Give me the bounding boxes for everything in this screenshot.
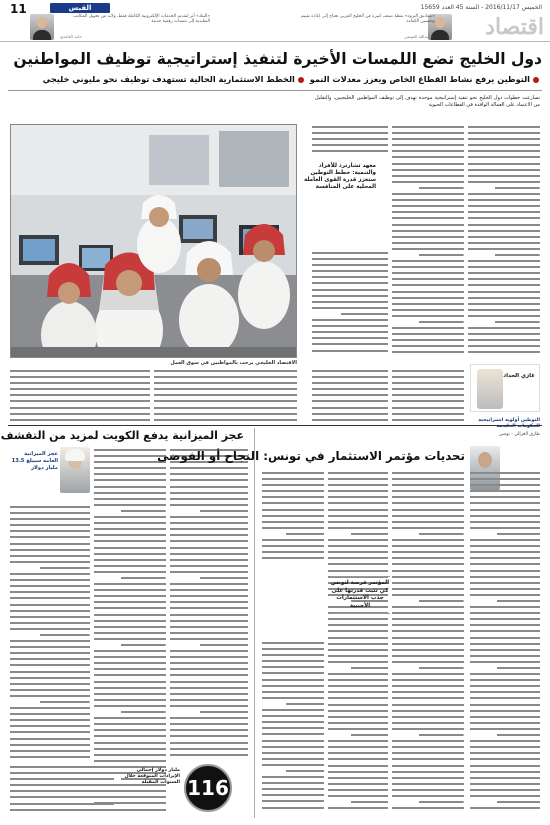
kuwait-person-caption: عجز الميزانية العامة سيبلغ 13.5 مليار دولار [11, 451, 58, 471]
kuwait-headline[interactable]: عجز الميزانية يدفع الكويت لمزيد من التقشف [0, 429, 244, 442]
body-column-2b [392, 368, 464, 424]
pullquote-rule [330, 576, 390, 577]
tunisia-byline: طارق الغزالي - تونس [499, 432, 540, 437]
main-photo[interactable] [10, 124, 297, 358]
portrait-box [470, 364, 540, 412]
cipd-quote-box [300, 163, 376, 243]
text-line [10, 807, 114, 813]
tunisia-pullquote [330, 573, 390, 617]
portrait-quote: التوطين أولوية استراتيجية للحكومات الخليجية [478, 418, 540, 430]
body-column-4 [10, 368, 150, 424]
body-column-3-top [312, 124, 388, 160]
date-line: الخميس 2016/11/17 - السنة 45 العدد 15659 [420, 4, 542, 11]
page-header [0, 0, 550, 42]
tunisia-column-4b [262, 640, 324, 815]
kuwait-column-4 [10, 764, 114, 816]
body-column-1 [468, 124, 540, 356]
text-line [154, 417, 297, 423]
body-column-3 [312, 250, 388, 356]
figure-badge [184, 764, 232, 812]
portrait-photo [477, 369, 503, 409]
text-line [312, 148, 388, 154]
text-line [392, 805, 464, 811]
text-line [392, 349, 464, 355]
body-column-2 [392, 124, 464, 356]
headline-rule [8, 90, 542, 91]
main-headline[interactable]: دول الخليج تضع اللمسات الأخيرة لتنفيذ إستراتيجية توظيف المواطنين [13, 50, 542, 68]
lead-paragraph: تسارعت خطوات دول الخليج نحو تنفيذ إستراتيجية موحدة تهدف إلى توظيف المواطنين الخليجيين، والتقليل من الاعتماد على العمالة الوافدة في القطاعات الحيوية [315, 95, 540, 108]
column-divider [254, 428, 255, 818]
pullquote-text: المؤتمر فرصة لتونس كي تثبت قدرتها على جذب الاستثمارات الأجنبية [330, 580, 390, 609]
text-line [328, 805, 388, 811]
figure-badge-caption: مليار دولار إجمالي الإيرادات المتوقعة خلال السنوات المقبلة [124, 768, 180, 786]
text-line [470, 805, 540, 811]
page-number: 11 [10, 2, 27, 16]
main-subheads [8, 74, 542, 84]
text-line [392, 417, 464, 423]
subhead-1: التوطين يرفع نشاط القطاع الخاص ويعزز معدلات النمو [309, 74, 530, 84]
tunisia-column-4a [262, 470, 324, 566]
portrait-name: غازي الحداد [503, 373, 535, 379]
section-divider [8, 425, 542, 426]
figure-badge-value: 116 [187, 776, 229, 800]
text-line [468, 349, 540, 355]
tunisia-column-1 [470, 470, 540, 815]
text-line [262, 555, 324, 561]
left-column-teaser[interactable]: «البنك» أثر لتقديم الخدمات الإلكترونية الكاملة فقط، ولابد من تحويل المكاتب التقليدية إلى منصات رقمية حديثة [73, 14, 210, 25]
kuwait-person-photo [60, 447, 90, 493]
kuwait-column-3 [10, 504, 90, 762]
text-line [312, 348, 388, 354]
kuwait-column-1 [94, 447, 166, 815]
pullquote-rule [330, 613, 390, 614]
tunisia-column-2 [392, 470, 464, 815]
photo-caption: الاقتصاد الخليجي يرحب بالمواطنين في سوق العمل [170, 360, 297, 366]
right-column-teaser[interactable]: «صناديق الثروة» نقطة ضعف كبيرة في الخليج العربي تحتاج إلى إعادة تقييم وتحسين الكفاءة [301, 14, 435, 25]
tunisia-column-3 [328, 470, 388, 815]
text-line [312, 417, 388, 423]
cipd-quote: معهد تشارترد للأفراد والتنمية: خطط التوطين ستعزز قدرة القوى العاملة المحلية على المنافسة [304, 163, 376, 190]
text-line [262, 805, 324, 811]
text-line [10, 754, 90, 760]
bullet-icon [533, 77, 539, 83]
kuwait-person [10, 447, 90, 499]
tunisia-headline[interactable]: تحديات مؤتمر الاستثمار في تونس: النجاح أو الفوضى [157, 449, 465, 463]
body-column-3b [312, 368, 388, 424]
left-columnist-photo [30, 14, 54, 40]
text-line [10, 417, 150, 423]
bullet-icon [298, 77, 304, 83]
kuwait-column-2 [170, 447, 248, 759]
section-label: اقتصاد [485, 14, 544, 40]
text-line [170, 752, 248, 758]
left-columnist-name: حامد الغامدي [60, 34, 83, 39]
masthead-logo: القبس [50, 3, 110, 13]
subhead-2: الخطط الاستثمارية الحالية تستهدف توظيف نحو مليوني خليجي [42, 74, 295, 84]
right-columnist-name: عبدالله العوضي [404, 34, 430, 39]
body-column-5 [154, 368, 297, 424]
